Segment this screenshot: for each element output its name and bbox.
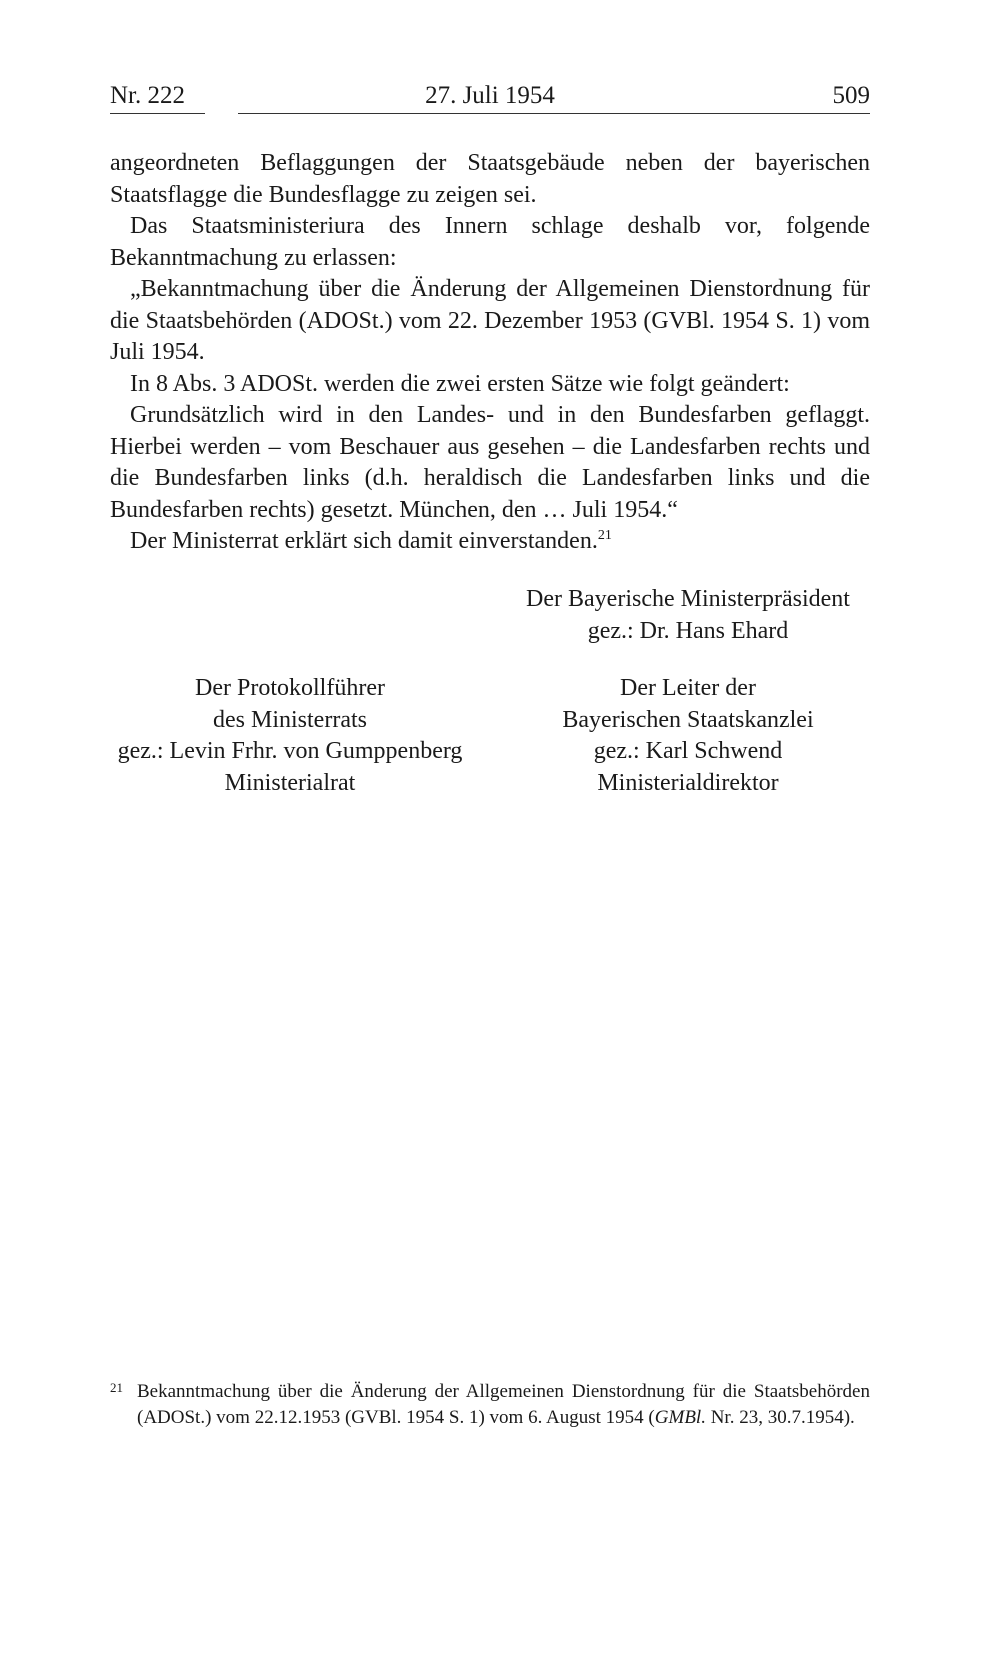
signature-name: gez.: Levin Frhr. von Gumppenberg xyxy=(117,738,463,764)
footnote-reference: 21 xyxy=(597,528,612,543)
signature-staatskanzlei xyxy=(512,673,864,799)
paragraph-conclusion xyxy=(110,526,870,558)
paragraph-quote-end: Grundsätzlich wird in den Landes- und in den Bundesfarben geflaggt. Hierbei werden – vom Beschauer aus gesehen – die Landesfarben rechts und die Bundesfarben links (d.h. heraldisch die Landesfarben links und die Bundesfarben rechts) gesetzt. München, den … Juli 1954.“ xyxy=(110,402,870,523)
footnote-number: 21 xyxy=(110,1380,123,1395)
page-number: 509 xyxy=(832,82,870,109)
paragraph: Das Staatsministeriura des Innern schlage deshalb vor, folgende Bekanntmachung zu erlassen: xyxy=(110,213,870,271)
signature-rank: Ministerialdirektor xyxy=(597,769,779,796)
signature-name: gez.: Dr. Hans Ehard xyxy=(587,617,789,644)
signature-name: gez.: Karl Schwend xyxy=(593,738,783,764)
footnote-text xyxy=(137,1379,870,1431)
paragraph: angeordneten Beflaggungen der Staatsgebäude neben der bayerischen Staatsflagge die Bundesflagge zu zeigen sei. xyxy=(110,150,870,208)
signature-rank: Ministerialrat xyxy=(224,769,356,796)
footnote-text-part: Nr. 23, 30.7.1954). xyxy=(705,1407,855,1428)
header-rule-left xyxy=(110,113,205,114)
conclusion-text: Der Ministerrat erklärt sich damit einverstanden. xyxy=(130,528,598,554)
header-rule-right xyxy=(238,113,870,114)
main-text xyxy=(110,148,870,558)
signature-protokollfuehrer xyxy=(100,673,480,799)
signature-title: Der Bayerische Ministerpräsident xyxy=(526,586,850,612)
signature-title: Der Protokollführer xyxy=(195,675,385,701)
signature-title: Der Leiter der xyxy=(620,675,756,701)
signature-title: des Ministerrats xyxy=(213,706,367,733)
paragraph-quote-start: „Bekanntmachung über die Änderung der Allgemeinen Dienstordnung für die Staatsbehörden (ADOSt.) vom 22. Dezember 1953 (GVBl. 1954 S. 1) vom Juli 1954. xyxy=(110,276,870,365)
footnote xyxy=(110,1379,870,1431)
footnote-text-part: Bekanntmachung über die Änderung der Allgemeinen Dienstordnung für die Staatsbehörden (ADOSt.) vom 22.12.1953 (GVBl. 1954 S. 1) vom 6. August 1954 ( xyxy=(137,1381,870,1428)
running-header xyxy=(110,82,870,116)
paragraph: In 8 Abs. 3 ADOSt. werden die zwei ersten Sätze wie folgt geändert: xyxy=(130,370,790,397)
footnote-italic-source: GMBl. xyxy=(654,1407,706,1428)
document-number: Nr. 222 xyxy=(110,82,185,109)
signature-title: Bayerischen Staatskanzlei xyxy=(562,706,814,733)
signature-president xyxy=(512,584,864,647)
header-date: 27. Juli 1954 xyxy=(425,82,555,109)
